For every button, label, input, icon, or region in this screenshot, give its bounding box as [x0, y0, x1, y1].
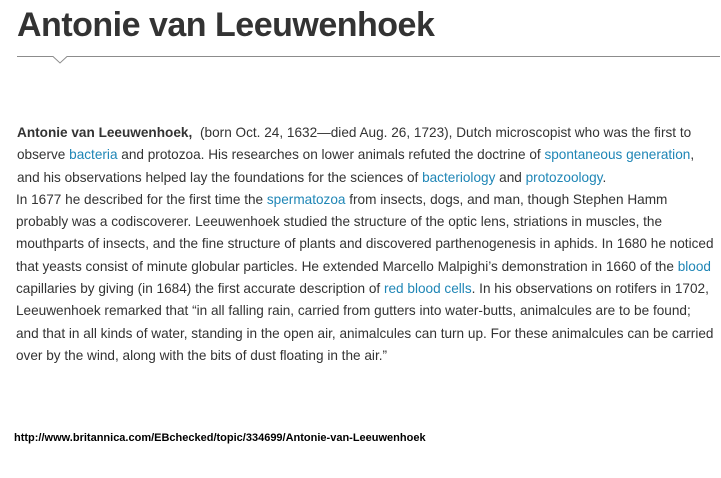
link-spermatozoa[interactable]: spermatozoa [266, 191, 346, 207]
title-divider [17, 56, 720, 66]
link-blood[interactable]: blood [677, 258, 711, 274]
link-protozoology[interactable]: protozoology [525, 169, 603, 185]
body-text: . In his observations on rotifers in 1702, Leeuwenhoek remarked that “in all falling rain, carried from gutters into water-butts, animalcules are to be found; and that in all kinds of water, standing in the open air, animalcules can turn up. For these animalcules can be carried over by the wind, along with the bits of dust floating in the air.” [16, 281, 714, 363]
intro-text: and [495, 169, 526, 185]
lead-name: Antonie van Leeuwenhoek, [17, 125, 193, 140]
link-spontaneous-generation[interactable]: spontaneous generation [544, 147, 691, 163]
body-text: In 1677 he described for the first time the [16, 191, 267, 207]
link-red-blood-cells[interactable]: red blood cells [383, 281, 472, 297]
body-text: capillaries by giving (in 1684) the first accurate description of [16, 281, 384, 297]
page-title: Antonie van Leeuwenhoek [17, 6, 435, 44]
intro-paragraph [16, 122, 714, 189]
body-text: from insects, dogs, and man, though Stephen Hamm probably was a codiscoverer. Leeuwenhoek studied the structure of the optic lens, striations in muscles, the mouthparts of insects, and the fine structure of plants and discovered parthenogenesis in aphids. In 1680 he noticed that yeasts consist of minute globular particles. He extended Marcello Malpighi’s demonstration in 1660 of the [16, 191, 714, 274]
intro-text: , and his observations helped lay the foundations for the sciences of [17, 147, 695, 185]
intro-text: . [602, 169, 607, 185]
link-bacteriology[interactable]: bacteriology [422, 169, 496, 185]
article-body [16, 122, 714, 367]
link-bacteria[interactable]: bacteria [69, 147, 118, 163]
source-url: http://www.britannica.com/EBchecked/topic/334699/Antonie-van-Leeuwenhoek [14, 432, 426, 444]
intro-text: and protozoa. His researches on lower animals refuted the doctrine of [117, 147, 545, 163]
body-paragraph [16, 189, 714, 367]
intro-text: (born Oct. 24, 1632—died Aug. 26, 1723), Dutch microscopist who was the first to observe [17, 125, 692, 163]
